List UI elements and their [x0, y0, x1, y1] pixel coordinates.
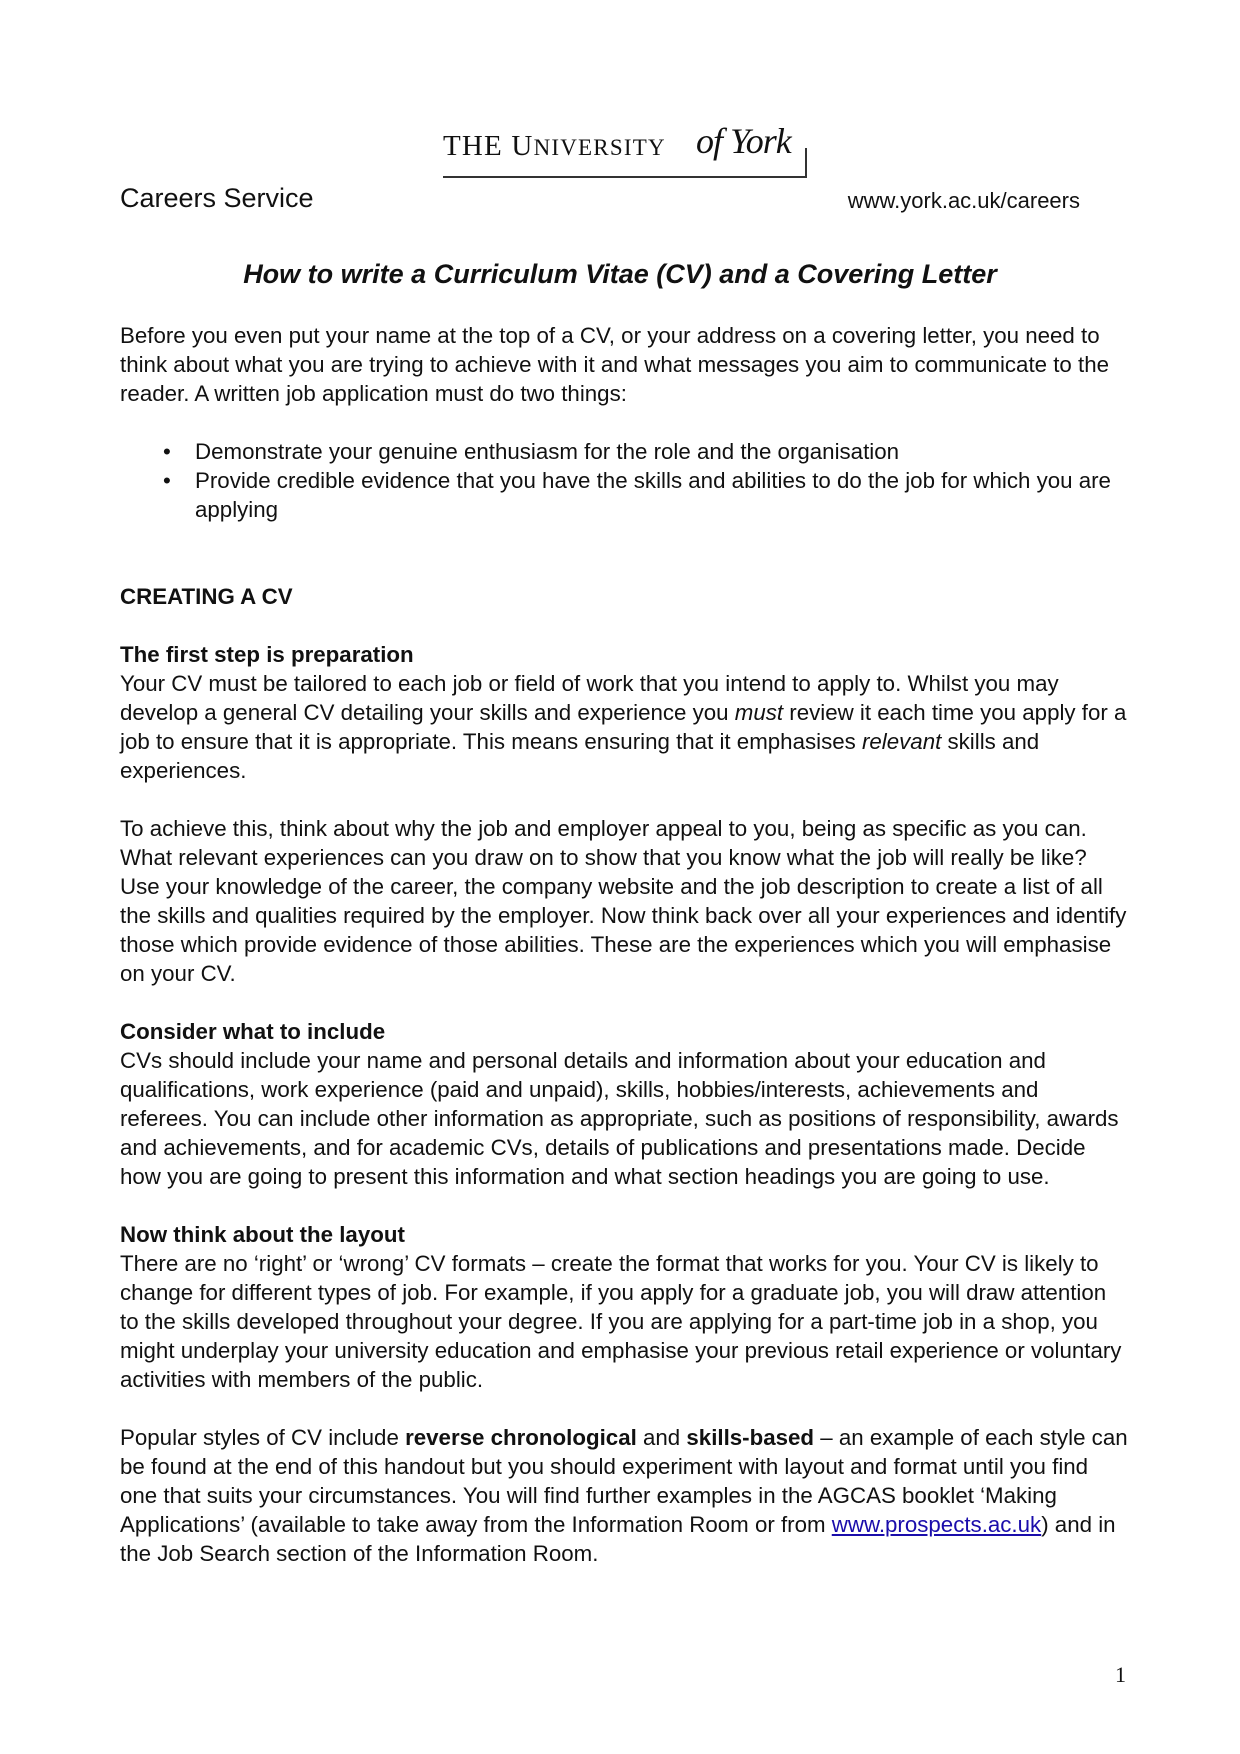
list-item: • Demonstrate your genuine enthusiasm for the role and the organisation [163, 439, 900, 464]
intro-bullet-list [120, 437, 1130, 524]
bullet-icon: • [163, 439, 171, 464]
include-paragraph: CVs should include your name and personal details and information about your education and qualifications, work experience (paid and unpaid), skills, hobbies/interests, achievements and referees. You can include other information as appropriate, such as positions of responsibility, awards and achievements, and for academic CVs, details of publications and presentations made. Decide how you are going to present this information and what section headings you are going to use. [120, 1048, 1119, 1189]
subheading-include: Consider what to include [120, 1019, 386, 1044]
list-item: • Provide credible evidence that you have the skills and abilities to do the job for which you are applying [163, 468, 1111, 522]
logo-rule-vertical [805, 148, 807, 177]
document-body [120, 321, 1130, 1568]
department-name: Careers Service [120, 183, 314, 213]
preparation-paragraph-2: To achieve this, think about why the job and employer appeal to you, being as specific as you can. What relevant experiences can you draw on to show that you know what the job will really be like? Use your knowledge of the career, the company website and the job description to create a list of all the skills and qualities required by the employer. Now think back over all your experiences and identify those which provide evidence of those abilities. These are the experiences which you will emphasise on your CV. [120, 816, 1127, 986]
logo-script-york: of York [696, 121, 791, 161]
intro-paragraph: Before you even put your name at the top of a CV, or your address on a covering letter, you need to think about what you are trying to achieve with it and what messages you aim to communicate to the reader. A written job application must do two things: [120, 323, 1110, 406]
subheading-preparation: The first step is preparation [120, 642, 414, 667]
section-heading-creating-cv: CREATING A CV [120, 584, 293, 609]
preparation-paragraph-1: Your CV must be tailored to each job or field of work that you intend to apply to. Whilst you may develop a general CV detailing your skills and experience you must review it each time you apply for a job to ensure that it is appropriate. This means ensuring that it emphasises relevant skills and experiences. [120, 671, 1127, 783]
page-number: 1 [1115, 1662, 1126, 1687]
prospects-link[interactable]: www.prospects.ac.uk [831, 1512, 1042, 1537]
bullet-icon: • [163, 468, 171, 493]
logo-wordmark: THE UNIVERSITY [443, 130, 666, 162]
subheading-layout: Now think about the layout [120, 1222, 405, 1247]
university-logo [443, 120, 807, 182]
document-title: How to write a Curriculum Vitae (CV) and a Covering Letter [243, 259, 997, 289]
layout-paragraph-1: There are no ‘right’ or ‘wrong’ CV formats – create the format that works for you. Your CV is likely to change for different types of job. For example, if you apply for a graduate job, you will draw attention to the skills developed throughout your degree. If you are applying for a part-time job in a shop, you might underplay your university education and emphasise your previous retail experience or voluntary activities with members of the public. [120, 1251, 1122, 1392]
logo-underline [443, 176, 807, 178]
careers-website: www.york.ac.uk/careers [847, 188, 1080, 213]
layout-paragraph-2: Popular styles of CV include reverse chronological and skills-based – an example of each style can be found at the end of this handout but you should experiment with layout and format until you find one that suits your circumstances. You will find further examples in the AGCAS booklet ‘Making Applications’ (available to take away from the Information Room or from www.prospects.ac.uk) and in the Job Search section of the Information Room. [120, 1425, 1128, 1566]
